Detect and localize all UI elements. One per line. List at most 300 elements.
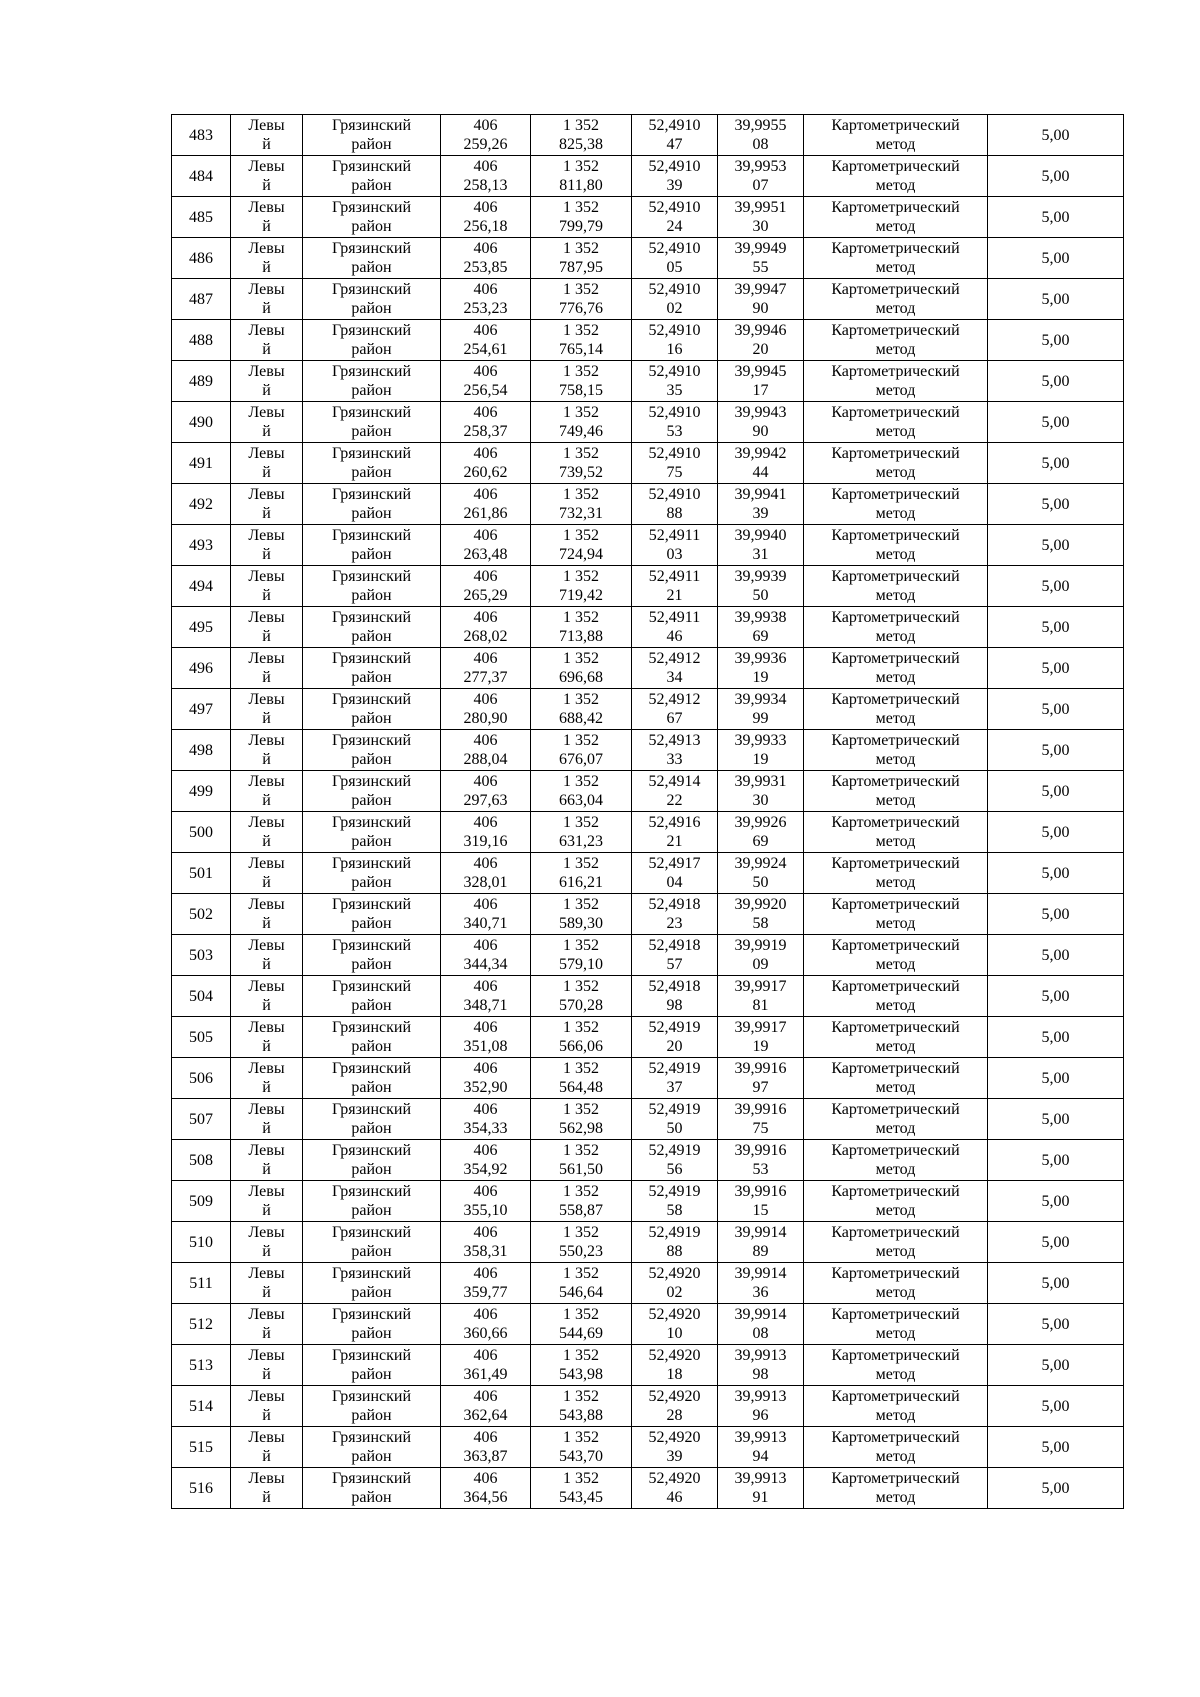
y-coordinate-cell-line: 758,15 bbox=[559, 382, 603, 399]
longitude-cell-line: 19 bbox=[752, 751, 769, 768]
method-cell bbox=[804, 279, 988, 320]
longitude-cell bbox=[718, 156, 804, 197]
bank-side-cell-line: й bbox=[262, 1038, 271, 1055]
bank-side-cell-line: й bbox=[262, 1284, 271, 1301]
accuracy-cell: 5,00 bbox=[988, 648, 1124, 689]
method-cell bbox=[804, 689, 988, 730]
x-coordinate-cell-line: 268,02 bbox=[463, 628, 508, 645]
longitude-cell-line: 50 bbox=[752, 587, 769, 604]
bank-side-cell-line: й bbox=[262, 710, 271, 727]
bank-side-cell-line: Левы bbox=[248, 691, 285, 708]
latitude-cell bbox=[632, 1181, 718, 1222]
district-cell bbox=[303, 1263, 441, 1304]
y-coordinate-cell-line: 811,80 bbox=[559, 177, 603, 194]
bank-side-cell bbox=[231, 1222, 303, 1263]
x-coordinate-cell-line: 256,54 bbox=[463, 382, 508, 399]
x-coordinate-cell-line: 406 bbox=[473, 486, 498, 503]
district-cell-line: район bbox=[351, 1407, 392, 1424]
table-body bbox=[172, 115, 1124, 1509]
table-row bbox=[172, 1386, 1124, 1427]
accuracy-cell: 5,00 bbox=[988, 607, 1124, 648]
table-row bbox=[172, 1140, 1124, 1181]
longitude-cell bbox=[718, 935, 804, 976]
y-coordinate-cell-line: 739,52 bbox=[559, 464, 603, 481]
method-cell-line: метод bbox=[875, 382, 916, 399]
x-coordinate-cell-line: 406 bbox=[473, 240, 498, 257]
table-row bbox=[172, 197, 1124, 238]
longitude-cell-line: 39,9947 bbox=[734, 281, 787, 298]
latitude-cell-line: 52,4910 bbox=[648, 240, 701, 257]
latitude-cell bbox=[632, 279, 718, 320]
method-cell bbox=[804, 443, 988, 484]
longitude-cell bbox=[718, 1386, 804, 1427]
longitude-cell-line: 44 bbox=[752, 464, 769, 481]
x-coordinate-cell bbox=[441, 976, 531, 1017]
x-coordinate-cell bbox=[441, 1058, 531, 1099]
latitude-cell-line: 52,4914 bbox=[648, 773, 701, 790]
x-coordinate-cell bbox=[441, 1140, 531, 1181]
y-coordinate-cell-line: 1 352 bbox=[563, 1388, 599, 1405]
longitude-cell bbox=[718, 197, 804, 238]
latitude-cell-line: 75 bbox=[666, 464, 683, 481]
x-coordinate-cell bbox=[441, 1304, 531, 1345]
y-coordinate-cell bbox=[531, 1386, 632, 1427]
method-cell-line: метод bbox=[875, 505, 916, 522]
point-number-cell: 507 bbox=[172, 1099, 231, 1140]
point-number-cell: 483 bbox=[172, 115, 231, 156]
latitude-cell-line: 52,4911 bbox=[648, 527, 701, 544]
method-cell-line: Картометрический bbox=[831, 814, 960, 831]
district-cell bbox=[303, 976, 441, 1017]
longitude-cell bbox=[718, 894, 804, 935]
point-number-cell: 504 bbox=[172, 976, 231, 1017]
x-coordinate-cell bbox=[441, 197, 531, 238]
method-cell-line: метод bbox=[875, 136, 916, 153]
longitude-cell-line: 39,9919 bbox=[734, 937, 787, 954]
x-coordinate-cell bbox=[441, 525, 531, 566]
bank-side-cell bbox=[231, 1058, 303, 1099]
district-cell-line: Грязинский bbox=[331, 609, 412, 626]
y-coordinate-cell-line: 1 352 bbox=[563, 691, 599, 708]
y-coordinate-cell-line: 561,50 bbox=[559, 1161, 603, 1178]
accuracy-cell: 5,00 bbox=[988, 156, 1124, 197]
bank-side-cell-line: й bbox=[262, 1366, 271, 1383]
x-coordinate-cell-line: 406 bbox=[473, 1060, 498, 1077]
district-cell bbox=[303, 853, 441, 894]
method-cell bbox=[804, 812, 988, 853]
bank-side-cell-line: й bbox=[262, 1161, 271, 1178]
latitude-cell bbox=[632, 1017, 718, 1058]
district-cell-line: Грязинский bbox=[331, 404, 412, 421]
latitude-cell-line: 46 bbox=[666, 1489, 683, 1506]
y-coordinate-cell-line: 1 352 bbox=[563, 527, 599, 544]
method-cell bbox=[804, 1017, 988, 1058]
y-coordinate-cell-line: 749,46 bbox=[559, 423, 603, 440]
y-coordinate-cell-line: 1 352 bbox=[563, 609, 599, 626]
method-cell-line: Картометрический bbox=[831, 404, 960, 421]
latitude-cell-line: 52,4919 bbox=[648, 1142, 701, 1159]
method-cell-line: Картометрический bbox=[831, 527, 960, 544]
accuracy-cell: 5,00 bbox=[988, 1427, 1124, 1468]
x-coordinate-cell bbox=[441, 238, 531, 279]
longitude-cell bbox=[718, 361, 804, 402]
table-row bbox=[172, 1222, 1124, 1263]
latitude-cell-line: 52,4911 bbox=[648, 609, 701, 626]
longitude-cell-line: 39,9941 bbox=[734, 486, 787, 503]
bank-side-cell-line: Левы bbox=[248, 1470, 285, 1487]
method-cell bbox=[804, 484, 988, 525]
bank-side-cell bbox=[231, 1181, 303, 1222]
accuracy-cell: 5,00 bbox=[988, 1099, 1124, 1140]
point-number-cell: 497 bbox=[172, 689, 231, 730]
bank-side-cell bbox=[231, 771, 303, 812]
y-coordinate-cell bbox=[531, 197, 632, 238]
longitude-cell bbox=[718, 607, 804, 648]
longitude-cell-line: 39,9951 bbox=[734, 199, 787, 216]
bank-side-cell-line: й bbox=[262, 792, 271, 809]
latitude-cell-line: 52,4910 bbox=[648, 117, 701, 134]
district-cell bbox=[303, 894, 441, 935]
table-row bbox=[172, 279, 1124, 320]
longitude-cell-line: 39,9953 bbox=[734, 158, 787, 175]
longitude-cell-line: 39,9916 bbox=[734, 1183, 787, 1200]
table-row bbox=[172, 402, 1124, 443]
y-coordinate-cell-line: 676,07 bbox=[559, 751, 603, 768]
y-coordinate-cell bbox=[531, 853, 632, 894]
longitude-cell-line: 39,9913 bbox=[734, 1388, 787, 1405]
latitude-cell-line: 52,4919 bbox=[648, 1101, 701, 1118]
longitude-cell-line: 39,9936 bbox=[734, 650, 787, 667]
bank-side-cell bbox=[231, 812, 303, 853]
latitude-cell-line: 52,4918 bbox=[648, 937, 701, 954]
district-cell-line: Грязинский bbox=[331, 1388, 412, 1405]
district-cell bbox=[303, 1140, 441, 1181]
longitude-cell-line: 39 bbox=[752, 505, 769, 522]
accuracy-cell: 5,00 bbox=[988, 1345, 1124, 1386]
latitude-cell-line: 39 bbox=[666, 177, 683, 194]
y-coordinate-cell-line: 1 352 bbox=[563, 1347, 599, 1364]
method-cell-line: метод bbox=[875, 833, 916, 850]
district-cell-line: Грязинский bbox=[331, 568, 412, 585]
longitude-cell-line: 39,9916 bbox=[734, 1060, 787, 1077]
accuracy-cell: 5,00 bbox=[988, 525, 1124, 566]
point-number-cell: 500 bbox=[172, 812, 231, 853]
latitude-cell bbox=[632, 1140, 718, 1181]
longitude-cell-line: 89 bbox=[752, 1243, 769, 1260]
latitude-cell bbox=[632, 156, 718, 197]
table-row bbox=[172, 935, 1124, 976]
y-coordinate-cell-line: 696,68 bbox=[559, 669, 603, 686]
bank-side-cell bbox=[231, 935, 303, 976]
method-cell-line: Картометрический bbox=[831, 1224, 960, 1241]
table-row bbox=[172, 894, 1124, 935]
longitude-cell-line: 97 bbox=[752, 1079, 769, 1096]
point-number-cell: 505 bbox=[172, 1017, 231, 1058]
bank-side-cell-line: Левы bbox=[248, 1265, 285, 1282]
y-coordinate-cell-line: 663,04 bbox=[559, 792, 603, 809]
bank-side-cell-line: й bbox=[262, 300, 271, 317]
x-coordinate-cell-line: 328,01 bbox=[463, 874, 508, 891]
x-coordinate-cell-line: 280,90 bbox=[463, 710, 508, 727]
y-coordinate-cell bbox=[531, 607, 632, 648]
method-cell-line: Картометрический bbox=[831, 1101, 960, 1118]
accuracy-cell: 5,00 bbox=[988, 689, 1124, 730]
point-number-cell: 486 bbox=[172, 238, 231, 279]
table-row bbox=[172, 1099, 1124, 1140]
x-coordinate-cell bbox=[441, 1099, 531, 1140]
method-cell bbox=[804, 1263, 988, 1304]
longitude-cell-line: 39,9920 bbox=[734, 896, 787, 913]
x-coordinate-cell-line: 319,16 bbox=[463, 833, 508, 850]
latitude-cell-line: 52,4910 bbox=[648, 363, 701, 380]
y-coordinate-cell bbox=[531, 976, 632, 1017]
district-cell-line: Грязинский bbox=[331, 650, 412, 667]
method-cell-line: метод bbox=[875, 1161, 916, 1178]
bank-side-cell-line: й bbox=[262, 1325, 271, 1342]
accuracy-cell: 5,00 bbox=[988, 1468, 1124, 1509]
point-number-cell: 487 bbox=[172, 279, 231, 320]
district-cell-line: Грязинский bbox=[331, 978, 412, 995]
longitude-cell-line: 19 bbox=[752, 669, 769, 686]
longitude-cell-line: 08 bbox=[752, 136, 769, 153]
longitude-cell-line: 17 bbox=[752, 382, 769, 399]
longitude-cell bbox=[718, 771, 804, 812]
accuracy-cell: 5,00 bbox=[988, 361, 1124, 402]
longitude-cell bbox=[718, 1222, 804, 1263]
method-cell-line: Картометрический bbox=[831, 1183, 960, 1200]
method-cell-line: Картометрический bbox=[831, 568, 960, 585]
y-coordinate-cell-line: 688,42 bbox=[559, 710, 603, 727]
x-coordinate-cell bbox=[441, 771, 531, 812]
x-coordinate-cell-line: 362,64 bbox=[463, 1407, 508, 1424]
method-cell-line: метод bbox=[875, 1366, 916, 1383]
bank-side-cell-line: Левы bbox=[248, 486, 285, 503]
table-row bbox=[172, 689, 1124, 730]
x-coordinate-cell-line: 348,71 bbox=[463, 997, 508, 1014]
district-cell-line: район bbox=[351, 423, 392, 440]
district-cell bbox=[303, 1222, 441, 1263]
x-coordinate-cell bbox=[441, 156, 531, 197]
y-coordinate-cell-line: 1 352 bbox=[563, 158, 599, 175]
latitude-cell bbox=[632, 1427, 718, 1468]
y-coordinate-cell-line: 546,64 bbox=[559, 1284, 603, 1301]
district-cell-line: район bbox=[351, 382, 392, 399]
district-cell-line: Грязинский bbox=[331, 691, 412, 708]
longitude-cell-line: 39,9913 bbox=[734, 1347, 787, 1364]
y-coordinate-cell bbox=[531, 1427, 632, 1468]
x-coordinate-cell-line: 359,77 bbox=[463, 1284, 508, 1301]
bank-side-cell bbox=[231, 1386, 303, 1427]
method-cell-line: Картометрический bbox=[831, 1306, 960, 1323]
method-cell-line: метод bbox=[875, 587, 916, 604]
table-row bbox=[172, 1263, 1124, 1304]
longitude-cell-line: 39,9913 bbox=[734, 1429, 787, 1446]
bank-side-cell-line: й bbox=[262, 956, 271, 973]
district-cell-line: Грязинский bbox=[331, 1306, 412, 1323]
x-coordinate-cell-line: 361,49 bbox=[463, 1366, 508, 1383]
latitude-cell-line: 52,4910 bbox=[648, 158, 701, 175]
x-coordinate-cell-line: 354,33 bbox=[463, 1120, 508, 1137]
table-row bbox=[172, 1468, 1124, 1509]
method-cell bbox=[804, 730, 988, 771]
x-coordinate-cell-line: 263,48 bbox=[463, 546, 508, 563]
bank-side-cell-line: й bbox=[262, 382, 271, 399]
longitude-cell-line: 91 bbox=[752, 1489, 769, 1506]
y-coordinate-cell-line: 1 352 bbox=[563, 445, 599, 462]
bank-side-cell bbox=[231, 1099, 303, 1140]
point-number-cell: 493 bbox=[172, 525, 231, 566]
latitude-cell-line: 22 bbox=[666, 792, 683, 809]
longitude-cell-line: 90 bbox=[752, 423, 769, 440]
table-row bbox=[172, 1304, 1124, 1345]
x-coordinate-cell-line: 406 bbox=[473, 650, 498, 667]
district-cell-line: район bbox=[351, 1079, 392, 1096]
bank-side-cell bbox=[231, 689, 303, 730]
district-cell-line: район bbox=[351, 1284, 392, 1301]
y-coordinate-cell-line: 1 352 bbox=[563, 1019, 599, 1036]
latitude-cell-line: 67 bbox=[666, 710, 683, 727]
latitude-cell bbox=[632, 648, 718, 689]
x-coordinate-cell-line: 258,13 bbox=[463, 177, 508, 194]
table-row bbox=[172, 812, 1124, 853]
district-cell-line: Грязинский bbox=[331, 814, 412, 831]
method-cell-line: метод bbox=[875, 300, 916, 317]
point-number-cell: 492 bbox=[172, 484, 231, 525]
longitude-cell-line: 39,9917 bbox=[734, 1019, 787, 1036]
method-cell-line: Картометрический bbox=[831, 240, 960, 257]
longitude-cell-line: 75 bbox=[752, 1120, 769, 1137]
method-cell-line: метод bbox=[875, 874, 916, 891]
x-coordinate-cell-line: 406 bbox=[473, 1388, 498, 1405]
x-coordinate-cell bbox=[441, 894, 531, 935]
coordinates-table bbox=[171, 114, 1124, 1509]
bank-side-cell-line: Левы bbox=[248, 937, 285, 954]
longitude-cell bbox=[718, 402, 804, 443]
latitude-cell-line: 04 bbox=[666, 874, 683, 891]
x-coordinate-cell bbox=[441, 812, 531, 853]
bank-side-cell-line: й bbox=[262, 915, 271, 932]
x-coordinate-cell-line: 406 bbox=[473, 568, 498, 585]
bank-side-cell-line: Левы bbox=[248, 527, 285, 544]
accuracy-cell: 5,00 bbox=[988, 1386, 1124, 1427]
longitude-cell bbox=[718, 812, 804, 853]
district-cell-line: Грязинский bbox=[331, 527, 412, 544]
table-row bbox=[172, 484, 1124, 525]
y-coordinate-cell-line: 543,70 bbox=[559, 1448, 603, 1465]
district-cell-line: район bbox=[351, 218, 392, 235]
x-coordinate-cell-line: 265,29 bbox=[463, 587, 508, 604]
bank-side-cell bbox=[231, 320, 303, 361]
y-coordinate-cell bbox=[531, 525, 632, 566]
district-cell-line: Грязинский bbox=[331, 1429, 412, 1446]
method-cell-line: метод bbox=[875, 751, 916, 768]
method-cell-line: Картометрический bbox=[831, 650, 960, 667]
x-coordinate-cell-line: 406 bbox=[473, 281, 498, 298]
longitude-cell bbox=[718, 320, 804, 361]
method-cell-line: метод bbox=[875, 710, 916, 727]
longitude-cell-line: 50 bbox=[752, 874, 769, 891]
district-cell-line: Грязинский bbox=[331, 896, 412, 913]
y-coordinate-cell bbox=[531, 443, 632, 484]
latitude-cell-line: 53 bbox=[666, 423, 683, 440]
longitude-cell-line: 39,9933 bbox=[734, 732, 787, 749]
bank-side-cell-line: Левы bbox=[248, 117, 285, 134]
y-coordinate-cell-line: 616,21 bbox=[559, 874, 603, 891]
method-cell bbox=[804, 1345, 988, 1386]
x-coordinate-cell bbox=[441, 566, 531, 607]
bank-side-cell-line: Левы bbox=[248, 650, 285, 667]
x-coordinate-cell bbox=[441, 689, 531, 730]
latitude-cell-line: 52,4910 bbox=[648, 404, 701, 421]
method-cell-line: метод bbox=[875, 1325, 916, 1342]
table-row bbox=[172, 730, 1124, 771]
bank-side-cell-line: Левы bbox=[248, 773, 285, 790]
x-coordinate-cell bbox=[441, 1345, 531, 1386]
method-cell-line: Картометрический bbox=[831, 609, 960, 626]
x-coordinate-cell-line: 406 bbox=[473, 855, 498, 872]
method-cell-line: Картометрический bbox=[831, 445, 960, 462]
bank-side-cell-line: Левы bbox=[248, 1101, 285, 1118]
method-cell bbox=[804, 566, 988, 607]
district-cell-line: Грязинский bbox=[331, 117, 412, 134]
y-coordinate-cell-line: 1 352 bbox=[563, 732, 599, 749]
latitude-cell-line: 52,4920 bbox=[648, 1347, 701, 1364]
latitude-cell bbox=[632, 730, 718, 771]
method-cell-line: метод bbox=[875, 1038, 916, 1055]
latitude-cell-line: 52,4913 bbox=[648, 732, 701, 749]
point-number-cell: 509 bbox=[172, 1181, 231, 1222]
bank-side-cell-line: Левы bbox=[248, 1142, 285, 1159]
x-coordinate-cell bbox=[441, 607, 531, 648]
x-coordinate-cell-line: 406 bbox=[473, 1347, 498, 1364]
y-coordinate-cell bbox=[531, 1222, 632, 1263]
method-cell bbox=[804, 115, 988, 156]
bank-side-cell-line: й bbox=[262, 423, 271, 440]
bank-side-cell bbox=[231, 1263, 303, 1304]
method-cell bbox=[804, 607, 988, 648]
district-cell-line: район bbox=[351, 1366, 392, 1383]
bank-side-cell bbox=[231, 1427, 303, 1468]
district-cell bbox=[303, 361, 441, 402]
method-cell-line: Картометрический bbox=[831, 1060, 960, 1077]
x-coordinate-cell-line: 406 bbox=[473, 1265, 498, 1282]
bank-side-cell-line: й bbox=[262, 464, 271, 481]
district-cell-line: район bbox=[351, 546, 392, 563]
table-row bbox=[172, 115, 1124, 156]
x-coordinate-cell-line: 406 bbox=[473, 1101, 498, 1118]
y-coordinate-cell bbox=[531, 115, 632, 156]
y-coordinate-cell-line: 544,69 bbox=[559, 1325, 603, 1342]
method-cell-line: метод bbox=[875, 669, 916, 686]
method-cell bbox=[804, 1386, 988, 1427]
accuracy-cell: 5,00 bbox=[988, 894, 1124, 935]
y-coordinate-cell bbox=[531, 1140, 632, 1181]
x-coordinate-cell bbox=[441, 853, 531, 894]
bank-side-cell-line: й bbox=[262, 505, 271, 522]
district-cell bbox=[303, 1468, 441, 1509]
latitude-cell-line: 52,4920 bbox=[648, 1306, 701, 1323]
latitude-cell bbox=[632, 1304, 718, 1345]
district-cell-line: район bbox=[351, 341, 392, 358]
accuracy-cell: 5,00 bbox=[988, 197, 1124, 238]
x-coordinate-cell-line: 253,85 bbox=[463, 259, 508, 276]
bank-side-cell bbox=[231, 361, 303, 402]
district-cell bbox=[303, 525, 441, 566]
longitude-cell-line: 39,9916 bbox=[734, 1142, 787, 1159]
x-coordinate-cell bbox=[441, 1427, 531, 1468]
latitude-cell-line: 37 bbox=[666, 1079, 683, 1096]
y-coordinate-cell-line: 825,38 bbox=[559, 136, 603, 153]
